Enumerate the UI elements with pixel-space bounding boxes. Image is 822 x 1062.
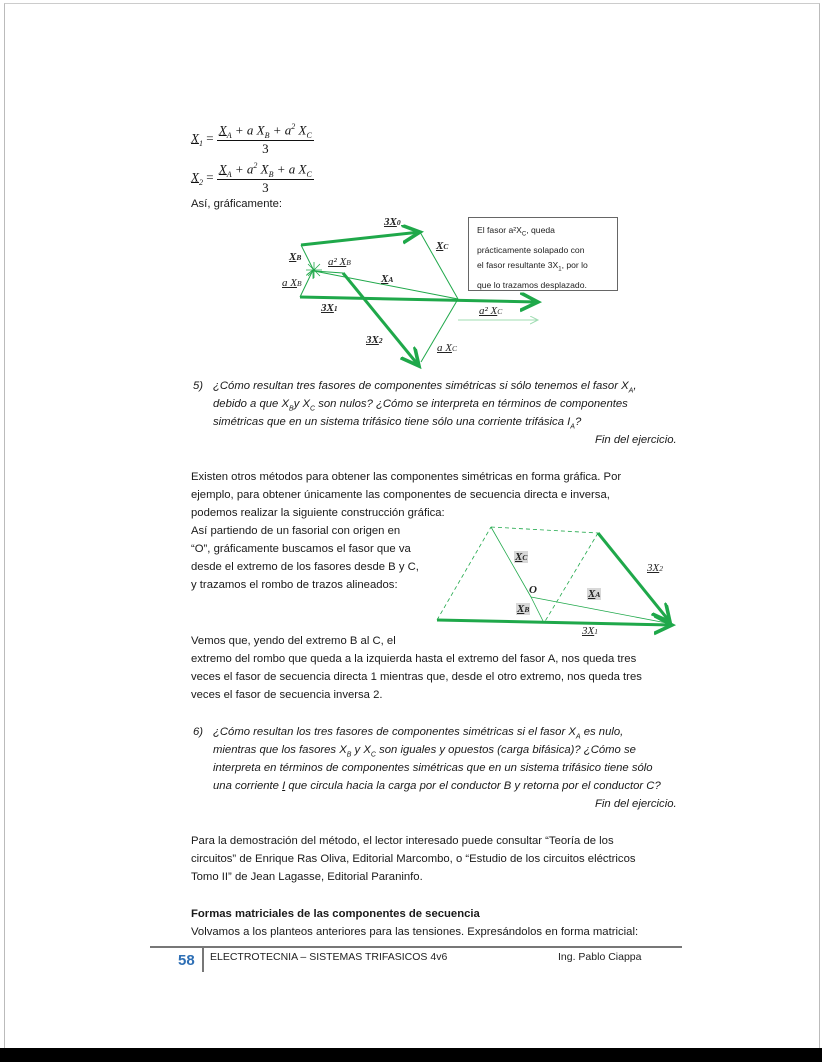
intro-graphic-text: Así, gráficamente: [191,198,283,210]
paragraph1-line: desde el extremo de los fasores desde B y C, [191,561,419,573]
footer-author: Ing. Pablo Ciappa [558,951,642,963]
eq-x1-numerator: $X_A + a$ $X_B + a^2$ $X_C$ [218,122,312,140]
question6-end: Fin del ejercicio. [595,798,677,810]
phasor-xb [301,245,314,271]
phasor-3x0 [301,232,420,245]
section-heading: Formas matriciales de las componentes de secuencia [191,908,480,920]
label-a-xb: a XB [282,277,302,289]
eq-x2-lhs-sub: 2 [198,178,203,188]
label-3x2: 3X2 [366,334,383,346]
paragraph3-line: Para la demostración del método, el lector interesado puede consultar “Teoría de los [191,835,614,847]
label-xc: XC [436,240,449,252]
label-a-xc: a XC [437,342,457,354]
paragraph1-line: Así partiendo de un fasorial con origen en [191,525,401,537]
paragraph2-line: extremo del rombo que queda a la izquierda hasta el extremo del fasor A, nos queda tres [191,653,637,665]
page-number: 58 [178,952,195,969]
label2-xa: XA [588,588,601,600]
question6-line2: mientras que los fasores $X_B$ y $X_C$ son iguales y opuestos (carga bifásica)? ¿Cómo se [213,744,636,759]
rhombus-left-dashed [437,527,491,620]
label-xa: XA [381,273,394,285]
question6-number: 6) [193,726,204,738]
eq-x2-numerator: $X_A + a^2$ $X_B + a$ $X_C$ [218,161,312,179]
eq-x2-denominator: 3 [262,179,269,195]
question5-line2: debido a que $X_By$ $X_C$ son nulos? ¿Cómo se interpreta en términos de componentes [213,398,628,413]
question6-line1: ¿Cómo resultan los tres fasores de componentes simétricas si el fasor $X_A$ es nulo, [213,726,624,741]
rhombus-mid-dashed [544,533,598,623]
paragraph2-line: Vemos que, yendo del extremo B al C, el [191,635,396,647]
question6-line4: una corriente I que circula hacia la carga por el conductor B y retorna por el conductor C? [213,780,661,792]
phasor2-xb [531,597,544,623]
diagram-note-box: El fasor $a^2X_C$, queda prácticamente solapado con el fasor resultante $3X_1$, por lo que lo trazamos desplazado. [468,217,618,291]
label2-3x2: 3X2 [647,562,663,574]
question5-number: 5) [193,380,204,392]
star-point [306,262,322,278]
label-a2-xc: a² XC [479,305,503,317]
eq-x1-lhs: X [191,130,199,146]
label2-o: O [529,584,537,596]
eq-x2-lhs: X [191,169,199,185]
label-a2-xb: a² XB [328,256,351,268]
label-3x0: 3X0 [384,216,401,228]
phasor2-3x2 [598,533,670,622]
footer-title: ELECTROTECNIA – SISTEMAS TRIFASICOS 4v6 [210,951,448,963]
paragraph1-line: ejemplo, para obtener únicamente las componentes de secuencia directa e inversa, [191,489,610,501]
phasor2-xa [531,597,672,624]
question5-line1: ¿Cómo resultan tres fasores de componentes simétricas si sólo tenemos el fasor $X_A$, [213,380,637,395]
label2-xc: XC [515,551,528,563]
question5-end: Fin del ejercicio. [595,434,677,446]
label-xb: XB [289,251,302,263]
paragraph3-line: circuitos” de Enrique Ras Oliva, Editorial Marcombo, o “Estudio de los circuitos eléctricos [191,853,636,865]
footer-divider [202,948,204,972]
paragraph1-line: y trazamos el rombo de trazos alineados: [191,579,398,591]
equation-x2: $X_2$ = $\frac{X_A + a^2 X_B + a X_C}{3}$ [191,161,312,195]
label-3x1: 3X1 [321,302,338,314]
paragraph2-line: veces el fasor de secuencia inversa 2. [191,689,383,701]
question6-line3: interpreta en términos de componentes simétricas que en un sistema trifásico tiene sólo [213,762,653,774]
paragraph4: Volvamos a los planteos anteriores para las tensiones. Expresándolos en forma matricial: [191,926,639,938]
question5-line3: simétricas que en un sistema trifásico tiene sólo una corriente trifásica $I_A$? [213,416,582,431]
eq-x1-denominator: 3 [262,140,269,156]
equation-x1: $X_1$ = $\frac{X_A + a X_B + a^2 X_C}{3}$ [191,122,312,156]
paragraph1-line: Existen otros métodos para obtener las componentes simétricas en forma gráfica. Por [191,471,622,483]
paragraph3-line: Tomo II” de Jean Lagasse, Editorial Paraninfo. [191,871,423,883]
paragraph2-line: veces el fasor de secuencia directa 1 mientras que, desde el otro extremo, nos queda tres [191,671,642,683]
eq-x1-lhs-sub: 1 [198,139,203,149]
paragraph1-line: “O”, gráficamente buscamos el fasor que va [191,543,411,555]
paragraph1-line: podemos realizar la siguiente construcción gráfica: [191,507,445,519]
phasor2-3x1 [437,620,672,625]
label2-3x1: 3X1 [582,625,598,637]
footer-rule [150,946,682,948]
label2-xb: XB [517,603,530,615]
rhombus-top-dashed [491,527,598,533]
phasor-3x2 [343,273,419,366]
